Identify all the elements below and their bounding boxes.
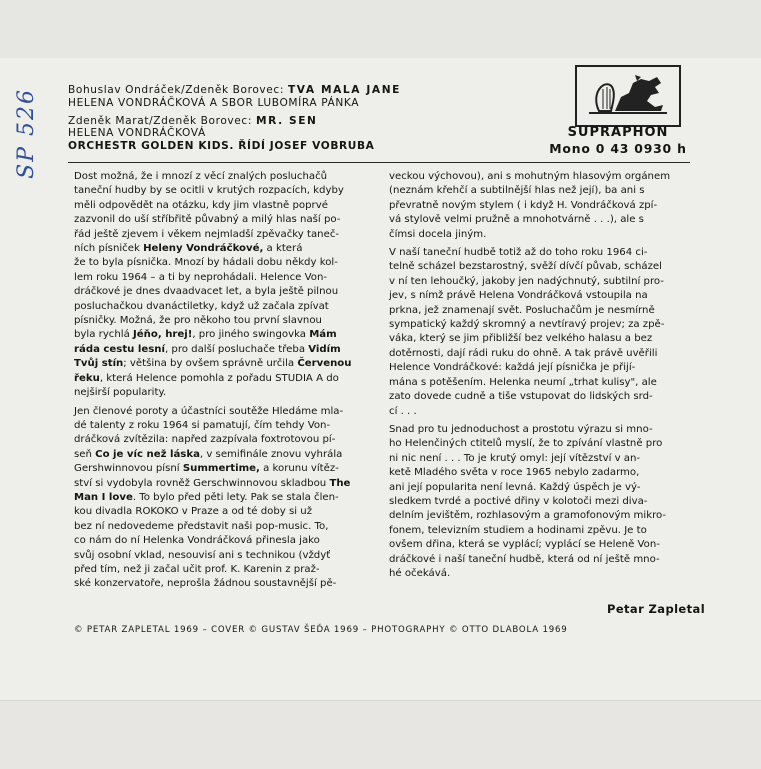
label-name: SUPRAPHON [567,125,669,140]
text-line: čímsi docela jiným. [389,228,487,240]
text-line: ho Helenčiných ctitelů myslí, že to zpívání vlastně pro [389,438,663,450]
left-text-column [74,170,351,592]
text-line: ketě Mladého světa v roce 1965 nebylo zadarmo, [389,467,640,479]
text-line: dráčkové i naší taneční hudbě, která od ní ještě mno- [389,553,660,565]
text-line: v ní ten lehoučký, jakoby jen nadýchnutý, subtilní pro- [389,275,664,287]
catalog-number: Mono 0 43 0930 h [549,141,687,156]
track2-authors: Zdeněk Marat/Zdeněk Borovec: [68,114,253,127]
text-line: dráčkové je dnes dvaadvacet let, a byla ještě pilnou [74,286,339,298]
text-line: delním jevištěm, rozhlasovým a gramofonovým mikro- [389,510,667,522]
text-line: vá stylově velmi pružně a mnohotvárně . . .), ale s [389,214,644,226]
supraphon-logo-icon [575,65,681,127]
text-line: svůj osobní vklad, nesouvisí ani s technikou (vždyť [74,549,331,561]
text-line: lem roku 1964 – a ti by neprohádali. Helence Von- [74,271,328,283]
text-line: měli odpovědět na otázku, kdy jim vlastně poprvé [74,199,328,211]
text-line: řeku, která Helence pomohla z pořadu STUDIA A do [74,372,339,384]
text-line: ani její popularita není levná. Každý úspěch je vý- [389,481,641,493]
text-line: dé talenty z roku 1964 si pamatují, čím tehdy Von- [74,419,331,431]
footer-credits: © PETAR ZAPLETAL 1969 – COVER © GUSTAV ŠEĎA 1969 – PHOTOGRAPHY © OTTO DLABOLA 1969 [74,625,568,635]
text-line: seň Co je víc než láska, v semifinále znovu vyhrála [74,448,343,460]
text-line: zato dovede cudně a tiše vstupovat do lidských srd- [389,391,653,403]
handwritten-catalog-note: SP 526 [14,88,39,179]
track2-singer: HELENA VONDRÁČKOVÁ [68,127,206,140]
right-text-column [389,170,670,581]
text-line: ráda cestu lesní, pro další posluchače třeba Vidím [74,343,341,355]
text-line: (neznám křehčí a subtilnější hlas než její), ba ani s [389,185,645,197]
text-line: ské konzervatoře, neprošla žádnou soustavnější pě- [74,578,337,590]
text-line: hé očekává. [389,567,451,579]
text-line: cí . . . [389,405,417,417]
text-line: byla rychlá Jéňo, hrej!, pro jiného swingovka Mám [74,329,337,341]
track1-title: TVA MALA JANE [287,84,401,96]
track1-credits [68,84,401,110]
track1-authors: Bohuslav Ondráček/Zdeněk Borovec: [68,84,285,96]
text-line: posluchačkou dvanáctiletky, když už začala zpívat [74,300,329,312]
text-line: fonem, televizním studiem a hodinami zpěvu. Je to [389,524,647,536]
track-credits [68,84,401,158]
text-line: Snad pro tu jednoduchost a prostotu výrazu si mno- [389,423,653,435]
text-line: telně scházel bezstarostný, svěží dívčí půvab, scházel [389,261,662,273]
author-signature: Petar Zapletal [607,602,706,616]
track2-orchestra: ORCHESTR GOLDEN KIDS. ŘÍDÍ JOSEF VOBRUBA [68,140,375,153]
text-line: Helence Vondráčkové: každá její písnička je přijí- [389,362,636,374]
text-line: zazvonil do uší stříbřitě půvabný a milý hlas naší po- [74,214,341,226]
text-line: Jen členové poroty a účastníci soutěže Hledáme mla- [74,405,344,417]
track2-line [68,115,401,128]
text-line: taneční hudby by se ocitli v krutých rozpacích, kdyby [74,185,344,197]
text-line: ovšem dřina, která se vyplácí; vyplácí se Heleně Von- [389,539,660,551]
text-line: ních písniček Heleny Vondráčkové, a která [74,243,303,255]
text-line: dotěrnosti, dají rádi ruku do ohně. A tak právě uvěřili [389,347,658,359]
text-line: ni nic není . . . To je krutý omyl: její vítězství v an- [389,452,641,464]
text-line: písničky. Možná, že pro někoho tou první slavnou [74,315,322,327]
text-line: mána s potěšením. Helenka neumí „trhat kulisy", ale [389,376,657,388]
text-line: kou divadla ROKOKO v Praze a od té doby si už [74,506,313,518]
track1-line [68,84,401,97]
text-line: sledkem tvrdé a poctivé dřiny v kolotoči mezi diva- [389,495,648,507]
text-line: že to byla písnička. Mnozí by hádali dobu někdy kol- [74,257,338,269]
text-line: Gershwinnovou písní Summertime, a korunu vítěz- [74,463,339,475]
track1-performers: HELENA VONDRÁČKOVÁ A SBOR LUBOMÍRA PÁNKA [68,96,360,109]
text-line: sympatický každý skromný a nevtíravý projev; za zpě- [389,319,665,331]
text-line: řád ještě zjevem i věkem nejmladší zpěvačky taneč- [74,228,340,240]
text-line: váka, který se jim přibližší bez velkého halasu a bez [389,333,653,345]
track2-credits [68,115,401,153]
text-line: jev, s nímž právě Helena Vondráčková vstoupila na [389,290,648,302]
text-line: před tím, než ji začal učit prof. K. Karenin z praž- [74,563,320,575]
top-divider [68,162,690,163]
text-line: veckou výchovou), ani s mohutným hlasovým orgánem [389,171,671,182]
text-line: nejširší popularity. [74,387,167,399]
text-line: Dost možná, že i mnozí z věcí znalých posluchačů [74,171,328,182]
text-line: Tvůj stín; většina by ovšem správně určila Červenou [74,358,352,370]
text-line: co nám do ní Helenka Vondráčková přinesla jako [74,535,320,547]
text-line: bez ní nedovedeme představit naši pop-music. To, [74,520,329,532]
text-line: ství si vydobyla rovněž Gerschwinnovou skladbou The [74,477,351,489]
text-line: V naší taneční hudbě totiž až do toho roku 1964 ci- [389,247,648,259]
label-block [548,125,688,157]
text-line: prkna, jež znamenají svět. Posluchačům je nesmírně [389,304,655,316]
track2-title: MR. SEN [255,114,318,127]
text-line: převratně novým stylem ( i když H. Vondráčková zpí- [389,199,658,211]
text-line: dráčková zvítězila: napřed zazpívala foxtrotovou pí- [74,434,336,446]
text-line: Man I love. To bylo před pěti lety. Pak se stala člen- [74,491,339,503]
lion-with-lyre-icon [577,67,679,125]
